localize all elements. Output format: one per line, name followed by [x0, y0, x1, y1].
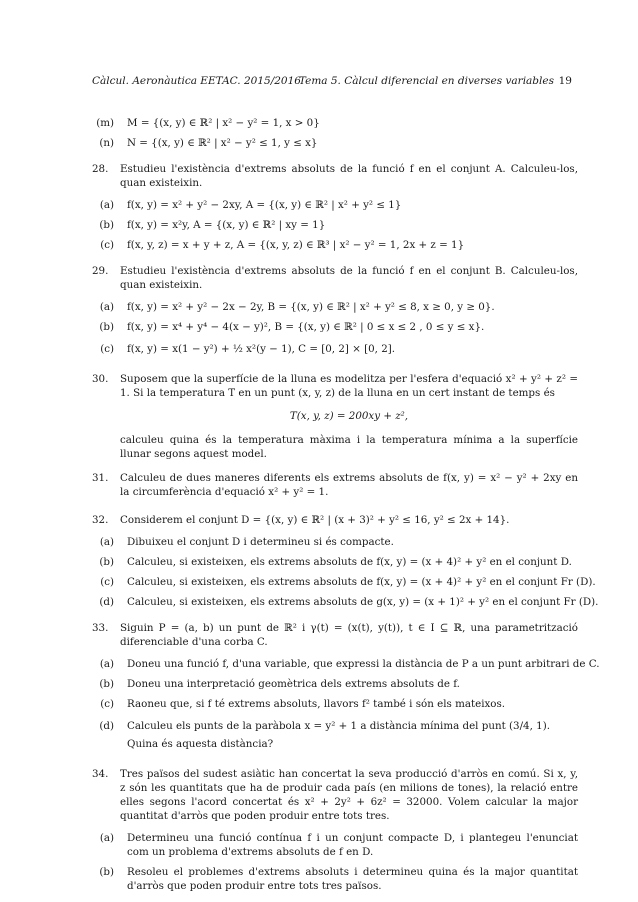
item-label: (c) — [100, 698, 114, 710]
problem-29 — [92, 264, 578, 292]
problem-34 — [92, 767, 578, 823]
problem-28 — [92, 162, 578, 190]
item-text: Calculeu els punts de la paràbola x = y² + 1 a distància mínima del punt (3/4, 1). — [127, 720, 550, 732]
page-header — [92, 74, 572, 88]
list-item — [92, 218, 578, 232]
problem-number: 32. — [92, 514, 109, 526]
problem-number: 28. — [92, 163, 109, 175]
item-text: f(x, y) = x² + y² − 2xy, A = {(x, y) ∈ ℝ² | x² + y² ≤ 1} — [127, 199, 402, 211]
item-text: Raoneu que, si f té extrems absoluts, llavors f² també i són els mateixos. — [127, 698, 506, 710]
item-text: Calculeu, si existeixen, els extrems absoluts de f(x, y) = (x + 4)² + y² en el conjunt D. — [127, 556, 572, 568]
item-text: f(x, y) = x(1 − y²) + ½ x²(y − 1), C = [0, 2] × [0, 2]. — [127, 343, 396, 355]
display-equation: T(x, y, z) = 200xy + z², — [289, 410, 409, 422]
item-label: (c) — [100, 576, 114, 588]
page-body — [92, 116, 600, 899]
item-label: (d) — [99, 596, 114, 608]
item-text: Calculeu, si existeixen, els extrems absoluts de f(x, y) = (x + 4)² + y² en el conjunt Fr (D). — [127, 576, 596, 588]
item-text: Resoleu el problemes d'extrems absoluts i determineu quina és la major quantitat d'arròs que poden produir entre tots tres països. — [127, 866, 578, 892]
item-label: (b) — [99, 219, 114, 231]
header-chapter: Tema 5. Càlcul diferencial en diverses variables — [298, 75, 554, 87]
item-label: (d) — [99, 720, 114, 732]
list-item — [92, 320, 578, 334]
item-label: (a) — [99, 832, 114, 844]
problem-number: 31. — [92, 472, 109, 484]
list-item — [92, 657, 600, 671]
problem-statement: Estudieu l'existència d'extrems absoluts de la funció f en el conjunt A. Calculeu-los, quan existeixin. — [120, 163, 578, 189]
problem-continuation: calculeu quina és la temperatura màxima i la temperatura mínima a la superfície llunar segons aquest model. — [120, 434, 578, 460]
item-text: Dibuixeu el conjunt D i determineu si és compacte. — [127, 536, 394, 548]
problem-number: 33. — [92, 622, 109, 634]
problem-statement: Estudieu l'existència d'extrems absoluts de la funció f en el conjunt B. Calculeu-los, quan existeixin. — [120, 265, 578, 291]
problem-number: 34. — [92, 768, 109, 780]
problem-number: 30. — [92, 373, 109, 385]
item-label: (b) — [99, 556, 114, 568]
item-text: M = {(x, y) ∈ ℝ² | x² − y² = 1, x > 0} — [127, 117, 320, 129]
page-number: 19 — [558, 75, 572, 87]
item-text: Doneu una funció f, d'una variable, que expressi la distància de P a un punt arbitrari de C. — [127, 658, 600, 670]
item-text: f(x, y) = x⁴ + y⁴ − 4(x − y)², B = {(x, y) ∈ ℝ² | 0 ≤ x ≤ 2 , 0 ≤ y ≤ x}. — [127, 321, 485, 333]
item-label: (a) — [99, 301, 114, 313]
list-item — [92, 535, 578, 549]
list-item — [92, 116, 578, 130]
item-text: N = {(x, y) ∈ ℝ² | x² − y² ≤ 1, y ≤ x} — [127, 137, 318, 149]
item-label: (a) — [99, 199, 114, 211]
problem-statement: Siguin P = (a, b) un punt de ℝ² i γ(t) = (x(t), y(t)), t ∈ I ⊆ ℝ, una parametrització diferenciable d'una corba C. — [120, 622, 578, 648]
list-item — [92, 697, 578, 711]
header-course: Càlcul. Aeronàutica EETAC. 2015/2016 — [92, 75, 301, 87]
list-item — [92, 595, 599, 609]
item-text: f(x, y, z) = x + y + z, A = {(x, y, z) ∈ ℝ³ | x² − y² = 1, 2x + z = 1} — [127, 239, 465, 251]
problem-number: 29. — [92, 265, 109, 277]
problem-33 — [92, 621, 578, 649]
problem-31 — [92, 471, 578, 499]
list-item — [92, 719, 578, 751]
item-text: Determineu una funció contínua f i un conjunt compacte D, i plantegeu l'enunciat com un problema d'extrems absoluts de f en D. — [127, 832, 578, 858]
item-followup: Quina és aquesta distància? — [127, 738, 274, 750]
problem-30 — [92, 372, 578, 461]
item-label: (b) — [99, 321, 114, 333]
list-item — [92, 136, 578, 150]
problem-statement: Tres països del sudest asiàtic han concertat la seva producció d'arròs en comú. Si x, y, z són les quantitats que ha de produir cada país (en milions de tones), la relació entre elles segons l'acord concertat és x² + 2y² + 6z² = 32000. Volem calcular la major quantitat d'arròs que poden produir entre tots tres. — [120, 768, 578, 822]
item-label: (b) — [99, 866, 114, 878]
item-label: (b) — [99, 678, 114, 690]
list-item — [92, 865, 578, 893]
list-item — [92, 831, 578, 859]
item-label: (a) — [99, 658, 114, 670]
item-label: (c) — [100, 239, 114, 251]
item-text: f(x, y) = x²y, A = {(x, y) ∈ ℝ² | xy = 1} — [127, 219, 326, 231]
list-item — [92, 555, 578, 569]
list-item — [92, 575, 596, 589]
item-text: f(x, y) = x² + y² − 2x − 2y, B = {(x, y) ∈ ℝ² | x² + y² ≤ 8, x ≥ 0, y ≥ 0}. — [127, 301, 495, 313]
list-item — [92, 300, 578, 314]
problem-statement: Calculeu de dues maneres diferents els extrems absoluts de f(x, y) = x² − y² + 2xy en la circumferència d'equació x² + y² = 1. — [120, 472, 578, 498]
problem-statement: Suposem que la superfície de la lluna es modelitza per l'esfera d'equació x² + y² + z² = 1. Si la temperatura T en un punt (x, y, z) de la lluna en un cert instant de temps és — [120, 373, 578, 399]
problem-statement: Considerem el conjunt D = {(x, y) ∈ ℝ² | (x + 3)² + y² ≤ 16, y² ≤ 2x + 14}. — [120, 514, 510, 526]
list-item — [92, 198, 578, 212]
list-item — [92, 677, 578, 691]
item-text: Doneu una interpretació geomètrica dels extrems absoluts de f. — [127, 678, 460, 690]
item-label: (m) — [96, 117, 114, 129]
list-item — [92, 342, 578, 356]
item-label: (n) — [99, 137, 114, 149]
problem-32 — [92, 513, 578, 527]
item-label: (c) — [100, 343, 114, 355]
item-label: (a) — [99, 536, 114, 548]
list-item — [92, 238, 578, 252]
item-text: Calculeu, si existeixen, els extrems absoluts de g(x, y) = (x + 1)² + y² en el conjunt Fr (D). — [127, 596, 599, 608]
